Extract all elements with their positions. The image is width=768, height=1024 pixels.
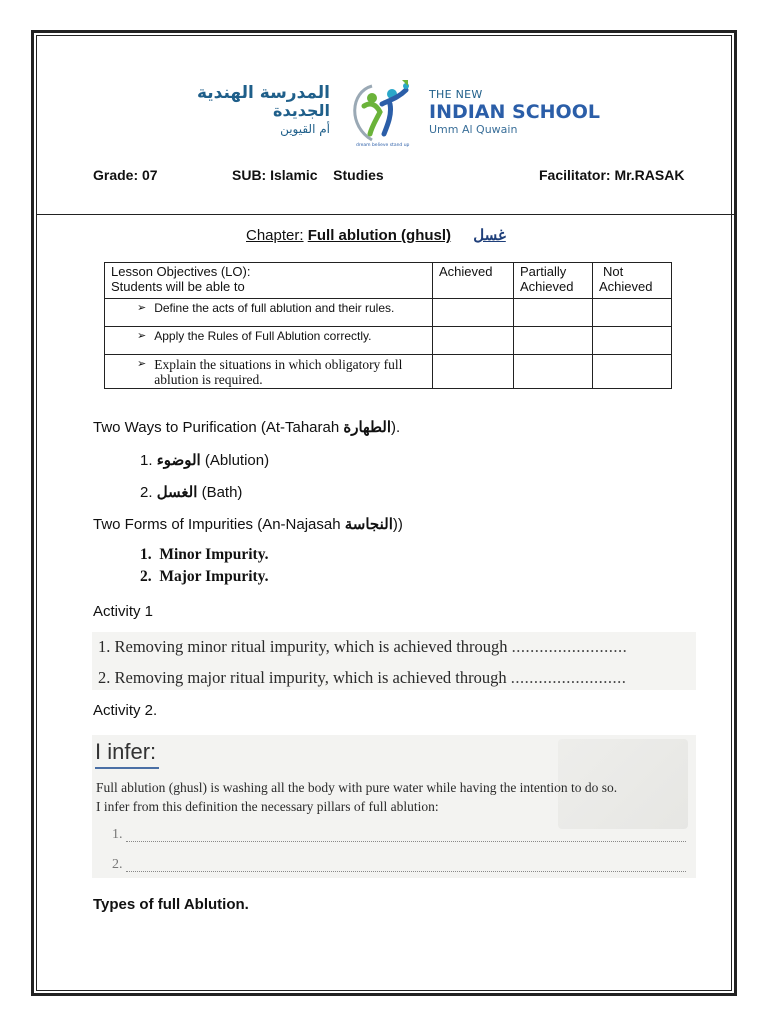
infer-instruction: I infer from this definition the necessary pillars of full ablution: — [96, 799, 439, 814]
not-achieved-header-cell — [593, 263, 672, 299]
activity-1-text-2: 2. Removing major ritual impurity, which is achieved through — [98, 668, 507, 687]
minor-impurity-item: 1. Minor Impurity. — [140, 546, 269, 563]
chapter-title: Full ablution (ghusl) — [307, 227, 452, 244]
logo-arabic-line2: الجديدة — [273, 101, 330, 120]
arrow-bullet-icon: ➢ — [137, 330, 147, 342]
chapter-heading — [246, 226, 506, 244]
types-heading: Types of full Ablution. — [93, 896, 249, 913]
infer-definition: Full ablution (ghusl) is washing all the body with pure water while having the intention to do so. — [96, 780, 618, 795]
table-header-row — [105, 263, 672, 299]
chapter-arabic-title: غسل — [473, 227, 506, 244]
partially-header-cell — [514, 263, 593, 299]
ablution-label: (Ablution) — [204, 452, 270, 469]
najasah-arabic: النجاسة — [344, 516, 393, 533]
table-row — [105, 299, 672, 327]
activity-1-line-2 — [98, 668, 626, 688]
answer-number-2: 2. — [112, 857, 123, 872]
objective-cell — [105, 299, 433, 327]
arrow-bullet-icon: ➢ — [137, 358, 147, 370]
logo-arabic-text — [195, 84, 330, 138]
activity-2-title: Activity 2. — [93, 702, 158, 719]
not-achieved-checkbox-cell[interactable] — [593, 299, 672, 327]
activity-1-text-1: 1. Removing minor ritual impurity, which is achieved through — [98, 637, 508, 656]
ghusl-arabic: الغسل — [156, 484, 198, 501]
objective-text: Apply the Rules of Full Ablution correctly. — [154, 329, 372, 343]
table-row — [105, 355, 672, 389]
objectives-header-line2: Students will be able to — [111, 279, 245, 294]
school-logo — [195, 78, 605, 150]
achieved-header: Achieved — [439, 264, 493, 279]
bath-label: (Bath) — [201, 484, 243, 501]
item-number: 2. — [140, 484, 153, 501]
activity-1-image — [92, 632, 696, 690]
logo-english-line3: Umm Al Quwain — [429, 123, 518, 136]
achieved-checkbox-cell[interactable] — [433, 299, 514, 327]
logo-arabic-line1: المدرسة الهندية — [196, 83, 330, 103]
achieved-checkbox-cell[interactable] — [433, 355, 514, 389]
activity-1-line-1 — [98, 637, 627, 657]
not-achieved-checkbox-cell[interactable] — [593, 327, 672, 355]
logo-tagline: dream believe stand up — [356, 143, 410, 148]
not-header-line1: Not — [603, 264, 624, 279]
subject-label: SUB: Islamic Studies — [232, 167, 384, 183]
purification-item-1 — [140, 451, 269, 469]
objective-text: Define the acts of full ablution and their rules. — [154, 301, 395, 315]
activity-2-image — [92, 735, 696, 878]
arrow-bullet-icon: ➢ — [137, 302, 147, 314]
partially-header-line2: Achieved — [520, 279, 574, 294]
partially-checkbox-cell[interactable] — [514, 327, 593, 355]
partially-header-line1: Partially — [520, 264, 567, 279]
header-divider — [36, 214, 736, 215]
objective-cell — [105, 355, 433, 389]
answer-blank[interactable]: ......................... — [511, 637, 628, 656]
logo-arabic-line3: أم القيوين — [280, 122, 330, 136]
impurities-heading-suffix: )) — [392, 516, 403, 533]
answer-line-2[interactable] — [126, 861, 686, 872]
chapter-label: Chapter: — [246, 227, 304, 244]
achieved-checkbox-cell[interactable] — [433, 327, 514, 355]
lesson-objectives-table — [104, 262, 672, 389]
impurities-heading — [93, 515, 403, 533]
school-emblem-icon — [342, 78, 420, 148]
objectives-header-line1: Lesson Objectives (LO): — [111, 264, 251, 279]
facilitator-label: Facilitator: Mr.RASAK — [539, 167, 685, 183]
partially-checkbox-cell[interactable] — [514, 299, 593, 327]
partially-checkbox-cell[interactable] — [514, 355, 593, 389]
logo-english-text — [429, 88, 600, 136]
answer-line-1[interactable] — [126, 831, 686, 842]
infer-underline — [95, 767, 159, 769]
wudu-arabic: الوضوء — [156, 452, 201, 469]
impurities-heading-text: Two Forms of Impurities (An-Najasah — [93, 516, 345, 533]
answer-number-1: 1. — [112, 827, 123, 842]
achieved-header-cell — [433, 263, 514, 299]
objective-cell — [105, 327, 433, 355]
item-number: 1. — [140, 452, 153, 469]
logo-english-line1: THE NEW — [429, 88, 483, 101]
purification-item-2 — [140, 483, 242, 501]
major-impurity-item: 2. Major Impurity. — [140, 568, 269, 585]
purification-heading — [93, 418, 400, 436]
not-header-line2: Achieved — [599, 279, 653, 294]
objective-text: Explain the situations in which obligatory full ablution is required. — [154, 357, 403, 387]
answer-blank[interactable]: ......................... — [510, 668, 627, 687]
objectives-header-cell — [105, 263, 433, 299]
purification-heading-suffix: ). — [391, 419, 401, 436]
purification-arabic: الطهارة — [343, 419, 392, 436]
purification-heading-text: Two Ways to Purification (At-Taharah — [93, 419, 344, 436]
table-row — [105, 327, 672, 355]
grade-label: Grade: 07 — [93, 167, 158, 183]
infer-title: I infer: — [95, 739, 157, 764]
not-achieved-checkbox-cell[interactable] — [593, 355, 672, 389]
logo-english-line2: INDIAN SCHOOL — [429, 101, 600, 123]
activity-1-title: Activity 1 — [93, 603, 154, 620]
